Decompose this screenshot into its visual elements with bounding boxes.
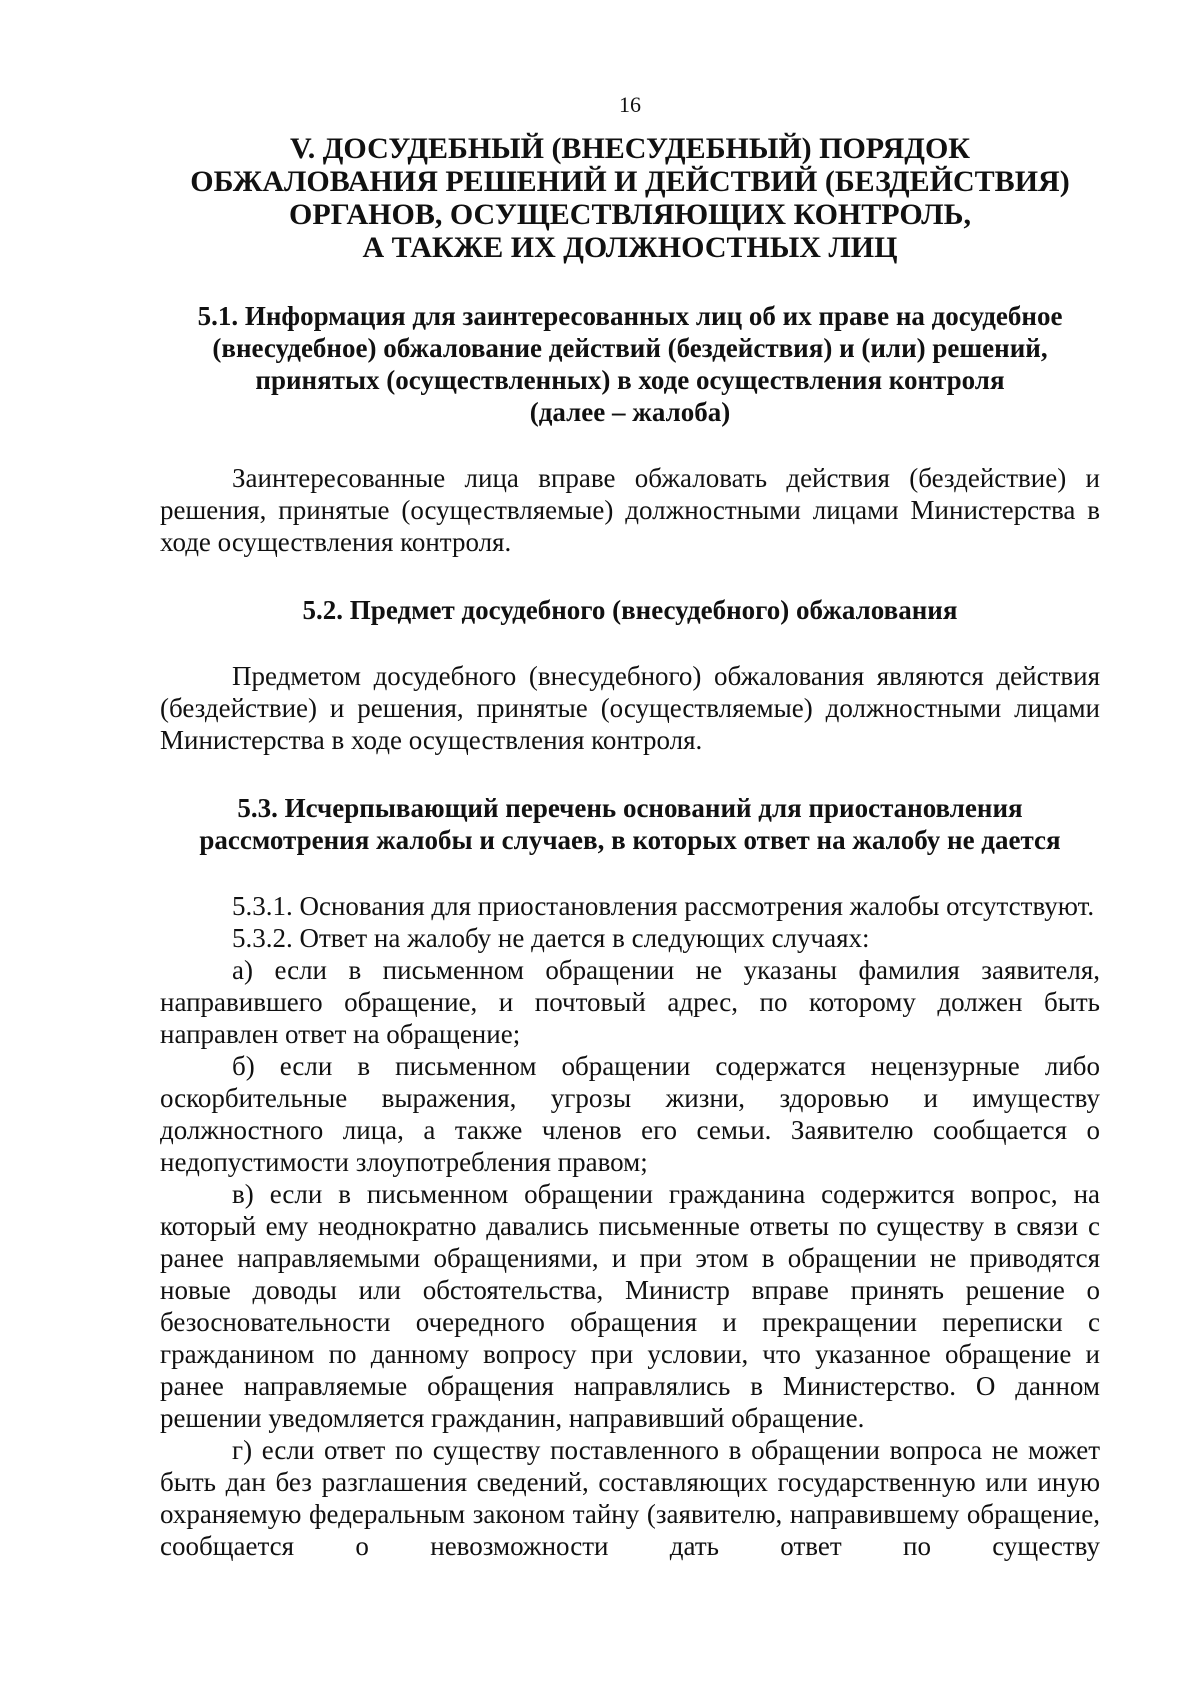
paragraph: г) если ответ по существу поставленного в обращении вопроса не может быть дан без разглашения сведений, составляющих государственную или иную охраняемую федеральным законом тайну (заявителю, направившему обращение, сообщается о невозможности дать ответ по существу <box>160 1435 1100 1561</box>
page-number: 16 <box>619 92 641 117</box>
subsection-title-line: 5.2. Предмет досудебного (внесудебного) обжалования <box>302 595 958 625</box>
section-title-line: V. ДОСУДЕБНЫЙ (ВНЕСУДЕБНЫЙ) ПОРЯДОК <box>289 132 971 165</box>
subsection-title-line: (далее – жалоба) <box>529 397 731 427</box>
paragraph: а) если в письменном обращении не указаны фамилия заявителя, направившего обращение, и почтовый адрес, по которому должен быть направлен ответ на обращение; <box>160 955 1100 1049</box>
subsection-title-5-3 <box>160 792 1100 856</box>
section-title <box>160 132 1100 264</box>
subsection-body-5-1 <box>160 462 1100 558</box>
subsection-title-5-1 <box>160 300 1100 428</box>
subsection-title-line: 5.3. Исчерпывающий перечень оснований для приостановления <box>237 793 1023 823</box>
section-title-line: ОБЖАЛОВАНИЯ РЕШЕНИЙ И ДЕЙСТВИЙ (БЕЗДЕЙСТВИЯ) <box>190 165 1070 198</box>
subsection-title-line: рассмотрения жалобы и случаев, в которых ответ на жалобу не дается <box>199 825 1061 855</box>
section-title-line: А ТАКЖЕ ИХ ДОЛЖНОСТНЫХ ЛИЦ <box>362 231 898 264</box>
subsection-title-line: 5.1. Информация для заинтересованных лиц об их праве на досудебное <box>197 301 1063 331</box>
page-content <box>160 90 1100 1562</box>
paragraph: 5.3.2. Ответ на жалобу не дается в следующих случаях: <box>232 923 870 953</box>
paragraph: Предметом досудебного (внесудебного) обжалования являются действия (бездействие) и решения, принятые (осуществляемые) должностными лицами Министерства в ходе осуществления контроля. <box>160 661 1100 755</box>
subsection-title-5-2 <box>160 594 1100 626</box>
subsection-title-line: принятых (осуществленных) в ходе осуществления контроля <box>255 365 1005 395</box>
paragraph: Заинтересованные лица вправе обжаловать действия (бездействие) и решения, принятые (осуществляемые) должностными лицами Министерства в ходе осуществления контроля. <box>160 463 1100 557</box>
subsection-title-line: (внесудебное) обжалование действий (бездействия) и (или) решений, <box>212 333 1048 363</box>
paragraph: в) если в письменном обращении гражданина содержится вопрос, на который ему неоднократно давались письменные ответы по существу в связи с ранее направляемыми обращениями, и при этом в обращении не приводятся новые доводы или обстоятельства, Министр вправе принять решение о безосновательности очередного обращения и прекращении переписки с гражданином по данному вопросу при условии, что указанное обращение и ранее направляемые обращения направлялись в Министерство. О данном решении уведомляется гражданин, направивший обращение. <box>160 1179 1100 1433</box>
paragraph: б) если в письменном обращении содержатся нецензурные либо оскорбительные выражения, угрозы жизни, здоровью и имуществу должностного лица, а также членов его семьи. Заявителю сообщается о недопустимости злоупотребления правом; <box>160 1051 1100 1177</box>
section-title-line: ОРГАНОВ, ОСУЩЕСТВЛЯЮЩИХ КОНТРОЛЬ, <box>289 198 971 231</box>
paragraph: 5.3.1. Основания для приостановления рассмотрения жалобы отсутствуют. <box>232 891 1095 921</box>
subsection-body-5-2 <box>160 660 1100 756</box>
subsection-body-5-3 <box>160 890 1100 1562</box>
